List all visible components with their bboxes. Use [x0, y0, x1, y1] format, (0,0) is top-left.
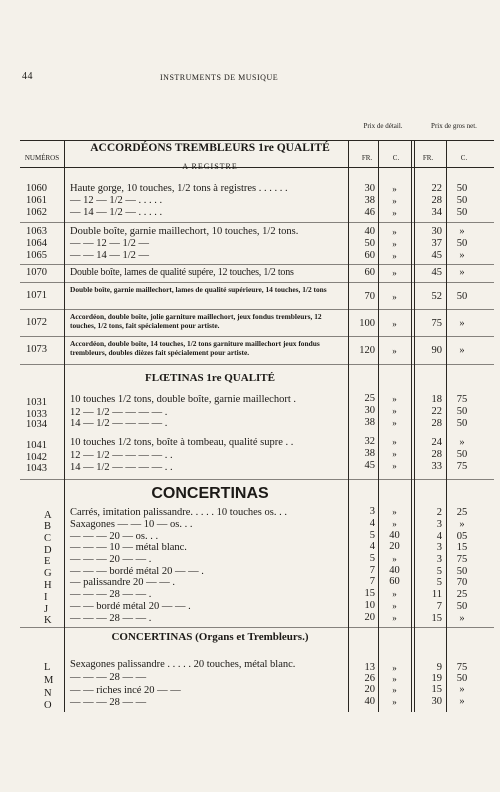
item-letter: N: [44, 688, 52, 699]
price-detail-fr: 60: [364, 267, 375, 278]
price-gros-c: »: [459, 267, 465, 278]
price-gros-fr: 28: [431, 195, 442, 206]
item-number: 1062: [26, 207, 47, 218]
col-fr-detail: FR.: [361, 154, 373, 162]
item-description: Double boîte, garnie maillechort, 10 touches, 1/2 tons.: [70, 226, 299, 237]
price-detail-fr: 4: [369, 518, 375, 529]
price-detail-c: »: [392, 406, 397, 416]
price-detail-c: »: [392, 346, 397, 356]
row-divider: [20, 264, 494, 265]
row-divider: [20, 364, 494, 365]
item-number: 1073: [26, 344, 47, 355]
running-head: INSTRUMENTS DE MUSIQUE: [160, 73, 279, 82]
price-detail-c: »: [392, 227, 397, 237]
price-gros-c: 25: [456, 507, 468, 518]
price-gros-fr: 9: [436, 662, 442, 673]
price-gros-fr: 3: [436, 542, 442, 553]
item-description: Sexagones palissandre . . . . . 20 touches, métal blanc.: [70, 659, 296, 670]
col-numeros: NUMÉROS: [24, 154, 60, 162]
price-detail-fr: 38: [364, 448, 375, 459]
item-letter: J: [44, 604, 49, 615]
price-detail-c: »: [392, 292, 397, 302]
price-gros-c: »: [459, 345, 465, 356]
item-letter: E: [44, 556, 51, 567]
col-prix-detail: Prix de détail.: [363, 122, 403, 130]
price-gros-c: 75: [456, 394, 468, 405]
item-description: Accordéon, double boîte, jolie garniture maillechort, jeux fondus trembleurs, 12 touches, 1/2 tons, fait spécialement pour artiste.: [70, 312, 322, 330]
page-number: 44: [22, 71, 33, 82]
price-detail-c: »: [392, 554, 397, 564]
price-detail-fr: 70: [364, 291, 375, 302]
col-c-detail: C.: [392, 154, 400, 162]
price-detail-c: »: [392, 251, 397, 261]
item-number: 1063: [26, 226, 47, 237]
price-detail-c: 20: [389, 541, 400, 552]
price-detail-c: »: [392, 589, 397, 599]
item-description: Double boîte, lames de qualité supére, 12 touches, 1/2 tons: [70, 267, 294, 278]
item-description: Carrés, imitation palissandre. . . . . 10 touches os. . .: [70, 507, 287, 518]
price-gros-c: 05: [456, 531, 468, 542]
row-divider: [20, 479, 494, 480]
price-detail-c: 40: [389, 530, 400, 541]
price-gros-c: 25: [456, 589, 468, 600]
price-gros-fr: 45: [431, 267, 442, 278]
price-gros-c: »: [459, 684, 465, 695]
price-detail-fr: 7: [369, 565, 375, 576]
price-gros-fr: 30: [431, 226, 442, 237]
item-description: Saxagones — — 10 — os. . .: [70, 519, 193, 530]
col-prix-gros: Prix de gros net.: [431, 122, 477, 130]
price-gros-c: 50: [456, 449, 468, 460]
price-detail-fr: 25: [364, 393, 375, 404]
item-number: 1071: [26, 290, 47, 301]
col-fr-gros: FR.: [422, 154, 434, 162]
price-gros-c: 50: [456, 601, 468, 612]
item-description: 12 — 1/2 — — — — .: [70, 407, 168, 418]
price-detail-fr: 5: [369, 553, 375, 564]
price-gros-fr: 22: [431, 183, 442, 194]
price-gros-c: 50: [456, 291, 468, 302]
item-number: 1072: [26, 317, 47, 328]
price-gros-fr: 11: [431, 589, 442, 600]
price-gros-c: 50: [456, 195, 468, 206]
price-detail-c: »: [392, 613, 397, 623]
price-detail-c: »: [392, 418, 397, 428]
price-detail-fr: 120: [359, 345, 375, 356]
item-number: 1031: [26, 397, 47, 408]
price-detail-fr: 30: [364, 183, 375, 194]
price-detail-c: »: [392, 461, 397, 471]
item-letter: I: [44, 592, 48, 603]
price-gros-c: 75: [456, 554, 468, 565]
price-gros-fr: 75: [431, 318, 442, 329]
price-detail-fr: 38: [364, 195, 375, 206]
item-description: — 12 — 1/2 — . . . . .: [70, 195, 163, 206]
price-gros-c: »: [459, 250, 465, 261]
item-description: — — bordé métal 20 — — .: [70, 601, 191, 612]
item-description: Double boîte, garnie maillechort, lames de qualité supérieure, 14 touches, 1/2 tons: [70, 285, 327, 294]
price-gros-c: 50: [456, 238, 468, 249]
item-description: 10 touches 1/2 tons, boîte à tombeau, qualité supre . .: [70, 437, 294, 448]
price-detail-fr: 40: [364, 696, 375, 707]
price-detail-fr: 45: [364, 460, 375, 471]
item-description: — — — bordé métal 20 — — .: [70, 566, 204, 577]
price-gros-c: 75: [456, 662, 468, 673]
price-detail-fr: 15: [364, 588, 375, 599]
item-description: — palissandre 20 — — .: [70, 577, 175, 588]
price-gros-fr: 3: [436, 554, 442, 565]
price-detail-fr: 32: [364, 436, 375, 447]
price-gros-fr: 30: [431, 696, 442, 707]
price-detail-fr: 5: [369, 530, 375, 541]
item-description: 14 — 1/2 — — — — . .: [70, 462, 173, 473]
price-detail-fr: 40: [364, 226, 375, 237]
item-letter: A: [44, 510, 52, 521]
price-detail-c: »: [392, 697, 397, 707]
price-gros-c: 70: [456, 577, 468, 588]
price-detail-c: »: [392, 437, 397, 447]
price-gros-fr: 15: [431, 613, 442, 624]
item-number: 1034: [26, 419, 47, 430]
item-number: 1042: [26, 452, 47, 463]
price-detail-c: »: [392, 208, 397, 218]
price-detail-c: »: [392, 319, 397, 329]
row-divider: [20, 627, 494, 628]
price-gros-c: 15: [456, 542, 468, 553]
price-gros-c: 50: [456, 566, 468, 577]
section-title: ACCORDÉONS TREMBLEURS 1re QUALITÉ: [90, 142, 330, 154]
price-detail-c: »: [392, 184, 397, 194]
price-detail-fr: 13: [364, 662, 375, 673]
price-gros-fr: 15: [431, 684, 442, 695]
price-detail-fr: 46: [364, 207, 375, 218]
price-detail-c: 60: [389, 576, 400, 587]
price-gros-c: »: [459, 613, 465, 624]
price-gros-c: »: [459, 696, 465, 707]
item-number: 1060: [26, 183, 47, 194]
item-description: — — — 20 — — .: [70, 554, 152, 565]
price-gros-c: 50: [456, 183, 468, 194]
price-detail-fr: 60: [364, 250, 375, 261]
price-gros-c: »: [459, 519, 465, 530]
price-detail-c: »: [392, 394, 397, 404]
price-gros-c: »: [459, 437, 465, 448]
price-gros-c: 50: [456, 673, 468, 684]
section-subtitle: A REGISTRE: [182, 162, 238, 171]
row-divider: [20, 309, 494, 310]
price-gros-fr: 45: [431, 250, 442, 261]
price-detail-c: »: [392, 196, 397, 206]
price-gros-fr: 34: [431, 207, 442, 218]
item-description: Haute gorge, 10 touches, 1/2 tons à registres . . . . . .: [70, 183, 288, 194]
price-gros-fr: 2: [436, 507, 442, 518]
item-description: — — — 28 — —: [70, 672, 147, 683]
item-letter: B: [44, 521, 52, 532]
item-description: 14 — 1/2 — — — — .: [70, 418, 168, 429]
price-gros-fr: 28: [431, 449, 442, 460]
price-gros-fr: 33: [431, 461, 442, 472]
item-description: 10 touches 1/2 tons, double boîte, garnie maillechort .: [70, 394, 296, 405]
price-detail-c: »: [392, 449, 397, 459]
price-detail-c: »: [392, 507, 397, 517]
item-number: 1043: [26, 463, 47, 474]
price-gros-fr: 37: [431, 238, 442, 249]
price-detail-fr: 20: [364, 612, 375, 623]
price-detail-fr: 7: [369, 576, 375, 587]
item-letter: C: [44, 533, 52, 544]
price-gros-fr: 7: [436, 601, 442, 612]
price-gros-c: 50: [456, 207, 468, 218]
item-description: — — — 28 — —: [70, 697, 147, 708]
price-gros-fr: 5: [436, 566, 442, 577]
price-gros-c: »: [459, 318, 465, 329]
price-detail-fr: 3: [369, 506, 375, 517]
item-description: — — — 28 — — .: [70, 589, 152, 600]
item-number: 1041: [26, 440, 47, 451]
item-description: Accordéon, double boîte, 14 touches, 1/2 tons garniture maillechort jeux fondus trembleurs, doubles dièzes fait spécialement pour artiste.: [70, 339, 320, 357]
price-gros-fr: 5: [436, 577, 442, 588]
section-title: FLŒTINAS 1re QUALITÉ: [145, 372, 275, 384]
price-gros-fr: 22: [431, 406, 442, 417]
section-title: CONCERTINAS (Organs et Trembleurs.): [111, 631, 309, 643]
price-detail-c: 40: [389, 565, 400, 576]
item-number: 1070: [26, 267, 47, 278]
price-detail-fr: 4: [369, 541, 375, 552]
price-gros-fr: 19: [431, 673, 442, 684]
price-gros-fr: 18: [431, 394, 442, 405]
item-description: — 14 — 1/2 — . . . . .: [70, 207, 163, 218]
price-detail-fr: 30: [364, 405, 375, 416]
item-description: 12 — 1/2 — — — — . .: [70, 450, 173, 461]
section-title: CONCERTINAS: [151, 485, 269, 502]
price-gros-fr: 4: [436, 531, 442, 542]
item-number: 1033: [26, 409, 47, 420]
price-detail-fr: 10: [364, 600, 375, 611]
item-letter: G: [44, 568, 52, 579]
price-detail-c: »: [392, 519, 397, 529]
price-detail-fr: 26: [364, 673, 375, 684]
price-detail-c: »: [392, 663, 397, 673]
price-gros-fr: 3: [436, 519, 442, 530]
price-detail-c: »: [392, 685, 397, 695]
price-gros-fr: 52: [431, 291, 442, 302]
item-description: — — — 10 — métal blanc.: [70, 542, 187, 553]
price-gros-c: 50: [456, 418, 468, 429]
price-gros-fr: 90: [431, 345, 442, 356]
price-gros-c: 75: [456, 461, 468, 472]
table-top-rule: [20, 140, 494, 141]
price-gros-c: 50: [456, 406, 468, 417]
item-letter: H: [44, 580, 52, 591]
row-divider: [20, 336, 494, 337]
item-letter: D: [44, 545, 52, 556]
price-gros-fr: 24: [431, 437, 442, 448]
price-detail-c: »: [392, 268, 397, 278]
price-gros-fr: 28: [431, 418, 442, 429]
item-description: — — 12 — 1/2 —: [70, 238, 150, 249]
item-number: 1065: [26, 250, 47, 261]
price-detail-fr: 50: [364, 238, 375, 249]
item-description: — — riches incé 20 — —: [70, 685, 181, 696]
item-description: — — 14 — 1/2 —: [70, 250, 150, 261]
row-divider: [20, 282, 494, 283]
price-detail-fr: 100: [359, 318, 375, 329]
item-letter: M: [44, 675, 54, 686]
item-letter: O: [44, 700, 52, 711]
item-letter: L: [44, 662, 51, 673]
price-detail-c: »: [392, 674, 397, 684]
price-detail-c: »: [392, 601, 397, 611]
price-detail-c: »: [392, 239, 397, 249]
price-detail-fr: 38: [364, 417, 375, 428]
item-number: 1064: [26, 238, 47, 249]
col-c-gros: C.: [460, 154, 468, 162]
price-detail-fr: 20: [364, 684, 375, 695]
item-description: — — — 28 — — .: [70, 613, 152, 624]
item-number: 1061: [26, 195, 47, 206]
row-divider: [20, 222, 494, 223]
item-description: — — — 20 — os. . .: [70, 531, 159, 542]
price-gros-c: »: [459, 226, 465, 237]
item-letter: K: [44, 615, 52, 626]
